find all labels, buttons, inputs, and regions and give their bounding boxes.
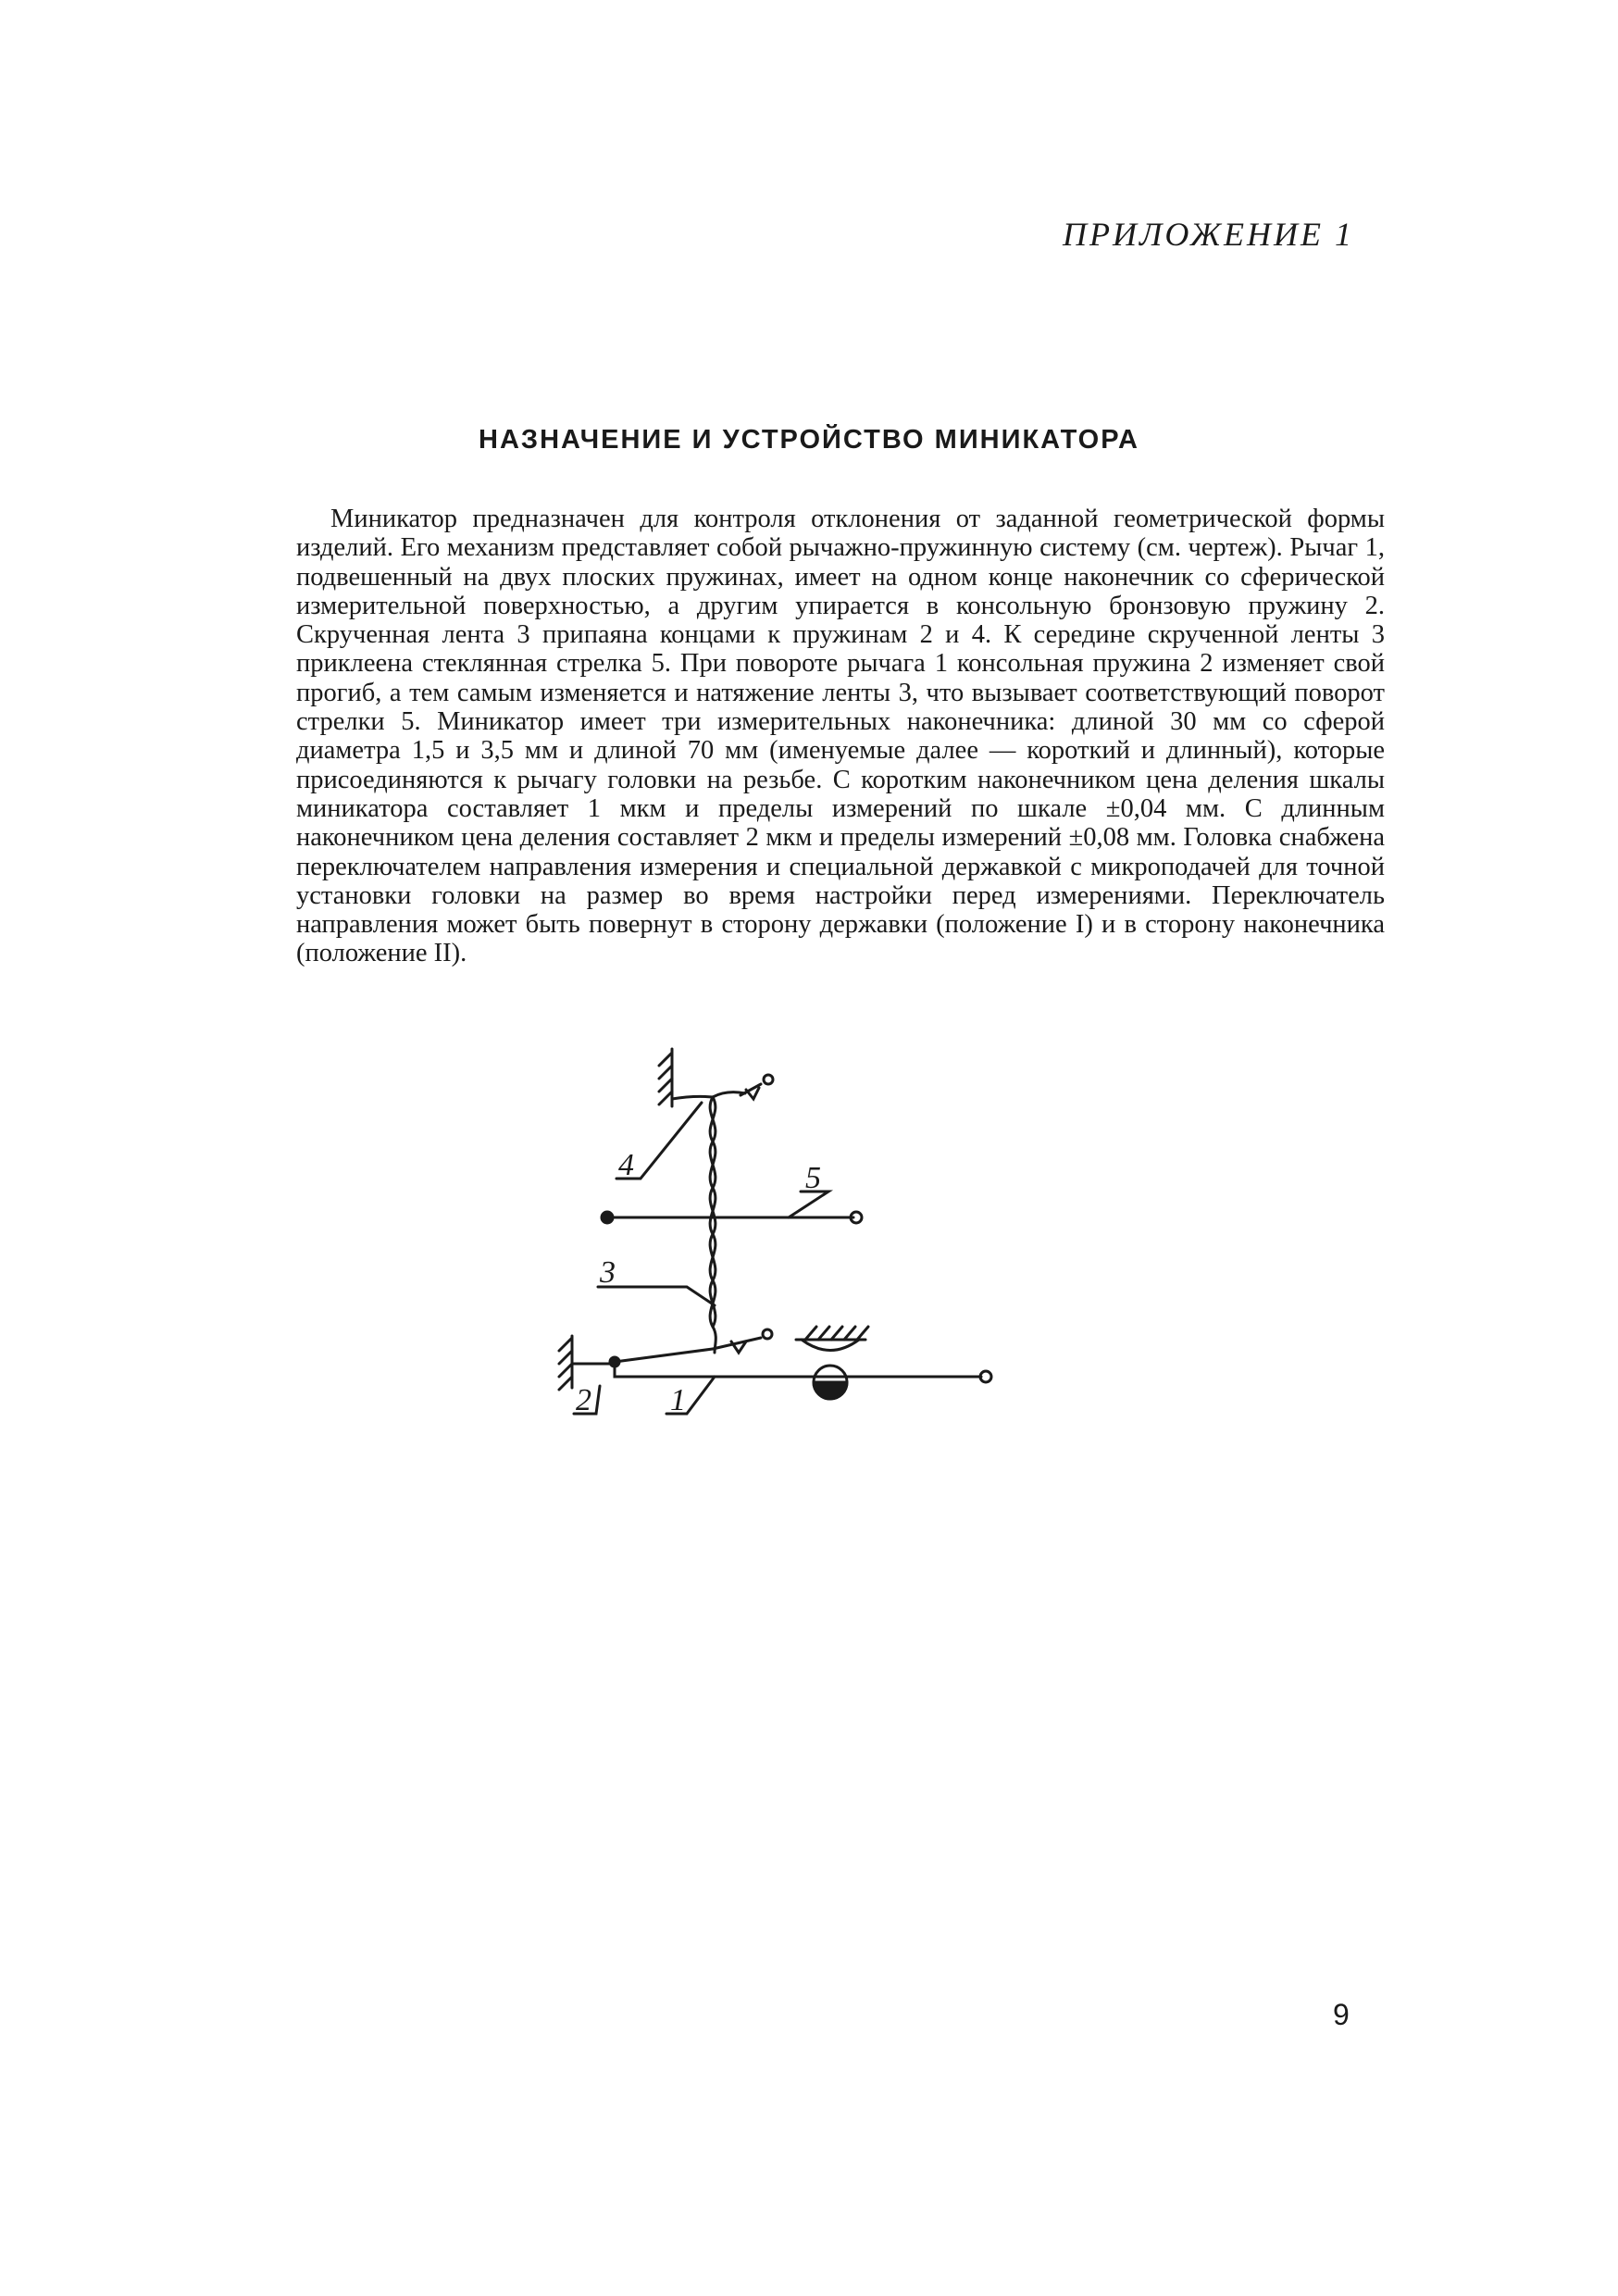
appendix-label: ПРИЛОЖЕНИЕ 1 [1063, 216, 1354, 253]
lower-spring-tip [713, 1338, 761, 1349]
pivot-support-hatch [805, 1327, 868, 1340]
label-5-leader [789, 1192, 828, 1217]
cantilever-spring-arm [615, 1349, 713, 1362]
section-title: НАЗНАЧЕНИЕ И УСТРОЙСТВО МИНИКАТОРА [479, 425, 1139, 455]
upper-spring-end [764, 1075, 773, 1084]
pivot-wheel-fill [814, 1382, 847, 1399]
label-3: 3 [600, 1255, 616, 1290]
pointer-tail [602, 1212, 613, 1223]
bottom-wall-hatch [559, 1338, 572, 1390]
lower-spring-end [763, 1329, 772, 1339]
body-paragraph: Миникатор предназначен для контроля отклонения от заданной геометрической формы изделий. Его механизм представляет собой рычажно-пружинную систему (см. чертеж). Рычаг 1, подвешенный на двух плоских пружинах, имеет на одном конце наконечник со сферической измерительной поверхностью, а другим упирается в консольную бронзовую пружину 2. Скрученная лента 3 припаяна концами к пружинам 2 и 4. К середине скрученной ленты 3 приклеена стеклянная стрелка 5. При повороте рычага 1 консольная пружина 2 изменяет свой прогиб, а тем самым изменяется и натяжение ленты 3, что вызывает соответствующий поворот стрелки 5. Миникатор имеет три измерительных наконечника: длиной 30 мм со сферой диаметра 1,5 и 3,5 мм и длиной 70 мм (именуемые далее — короткий и длинный), которые присоединяются к рычагу головки на резьбе. С коротким наконечником цена деления шкалы миникатора составляет 1 мкм и пределы измерений по шкале ±0,04 мм. С длинным наконечником цена деления составляет 2 мкм и пределы измерений ±0,08 мм. Головка снабжена переключателем направления измерения и специальной державкой с микроподачей для точной установки головки на размер во время настройки перед измерениями. Переключатель направления может быть повернут в сторону державки (положение I) и в сторону наконечника (положение II). [296, 505, 1385, 968]
top-wall-hatch [659, 1053, 672, 1104]
label-1: 1 [670, 1383, 686, 1417]
label-4: 4 [618, 1148, 634, 1182]
label-2: 2 [576, 1383, 591, 1417]
lever [615, 1367, 981, 1377]
pivot-arc [802, 1340, 859, 1351]
miniature-mechanism-diagram [555, 1042, 1037, 1440]
label-3-leader [598, 1287, 715, 1305]
upper-spring [672, 1092, 745, 1099]
label-5: 5 [805, 1161, 821, 1195]
mechanism-drawing [555, 1042, 1037, 1440]
page-number: 9 [1333, 1998, 1350, 2031]
